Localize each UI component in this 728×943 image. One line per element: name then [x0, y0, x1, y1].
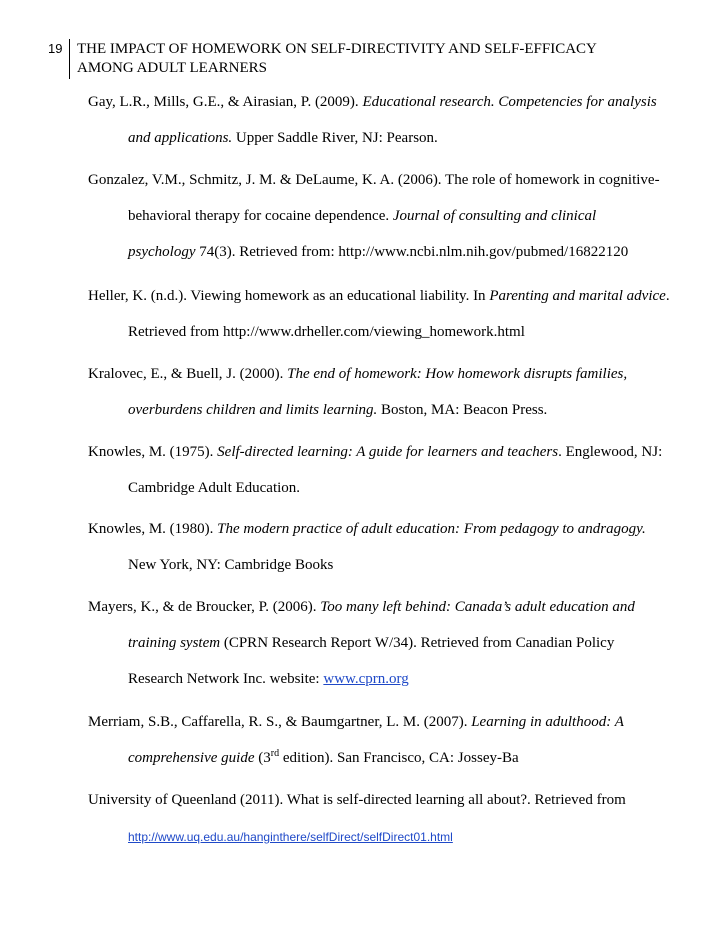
ref-journal: psychology	[128, 244, 196, 260]
ref-title: The end of homework: How homework disrupts families,	[287, 366, 628, 382]
ref-text: Mayers, K., & de Broucker, P. (2006).	[88, 599, 321, 615]
page-number: 19	[48, 41, 63, 56]
ref-title: Too many left behind: Canada’s adult education and	[320, 599, 635, 615]
ref-text: Research Network Inc. website:	[128, 671, 324, 687]
ref-text: Gay, L.R., Mills, G.E., & Airasian, P. (2009).	[88, 94, 363, 110]
ref-title: training system	[128, 635, 221, 651]
ref-text: Knowles, M. (1975).	[88, 444, 218, 460]
ref-text: (CPRN Research Report W/34). Retrieved from Canadian Policy	[220, 635, 615, 651]
ref-title: overburdens children and limits learning.	[128, 402, 378, 418]
ref-text: .	[665, 288, 670, 304]
ref-superscript: rd	[270, 748, 280, 759]
ref-text: Kralovec, E., & Buell, J. (2000).	[88, 366, 288, 382]
ref-text: behavioral therapy for cocaine dependence.	[128, 208, 393, 224]
ref-title: comprehensive guide	[128, 750, 255, 766]
running-header-line-2: AMONG ADULT LEARNERS	[77, 60, 268, 76]
running-header	[77, 40, 597, 78]
cprn-link[interactable]: www.cprn.org	[323, 671, 409, 687]
ref-text: Heller, K. (n.d.). Viewing homework as an educational liability. In	[88, 288, 490, 304]
ref-title: Parenting and marital advice	[489, 288, 666, 304]
ref-text: Merriam, S.B., Caffarella, R. S., & Baumgartner, L. M. (2007).	[88, 714, 472, 730]
ref-text: Upper Saddle River, NJ: Pearson.	[232, 130, 438, 146]
ref-title: Educational research. Competencies for analysis	[362, 94, 657, 110]
ref-title: Self-directed learning: A guide for learners and teachers	[217, 444, 559, 460]
ref-title: Learning in adulthood: A	[471, 714, 624, 730]
ref-text: Gonzalez, V.M., Schmitz, J. M. & DeLaume, K. A. (2006). The role of homework in cognitive-	[88, 172, 660, 188]
ref-text: 74(3). Retrieved from: http://www.ncbi.nlm.nih.gov/pubmed/16822120	[195, 244, 629, 260]
header-divider	[69, 39, 70, 79]
ref-text: . Englewood, NJ:	[558, 444, 663, 460]
ref-title: The modern practice of adult education: From pedagogy to andragogy.	[217, 521, 646, 537]
ref-text: Cambridge Adult Education.	[128, 480, 301, 496]
uq-link[interactable]: http://www.uq.edu.au/hanginthere/selfDirect/selfDirect01.html	[128, 830, 453, 844]
ref-text: University of Queenland (2011). What is self-directed learning all about?. Retrieved from	[88, 792, 626, 808]
ref-journal: Journal of consulting and clinical	[392, 208, 597, 224]
running-header-line-1: THE IMPACT OF HOMEWORK ON SELF-DIRECTIVITY AND SELF-EFFICACY	[77, 41, 597, 57]
ref-title: and applications.	[128, 130, 233, 146]
ref-text: New York, NY: Cambridge Books	[128, 557, 334, 573]
ref-text: (3	[254, 750, 271, 766]
ref-text: Retrieved from http://www.drheller.com/viewing_homework.html	[128, 324, 525, 340]
ref-text: Boston, MA: Beacon Press.	[377, 402, 548, 418]
ref-text: edition). San Francisco, CA: Jossey-Ba	[279, 750, 519, 766]
ref-text: Knowles, M. (1980).	[88, 521, 218, 537]
